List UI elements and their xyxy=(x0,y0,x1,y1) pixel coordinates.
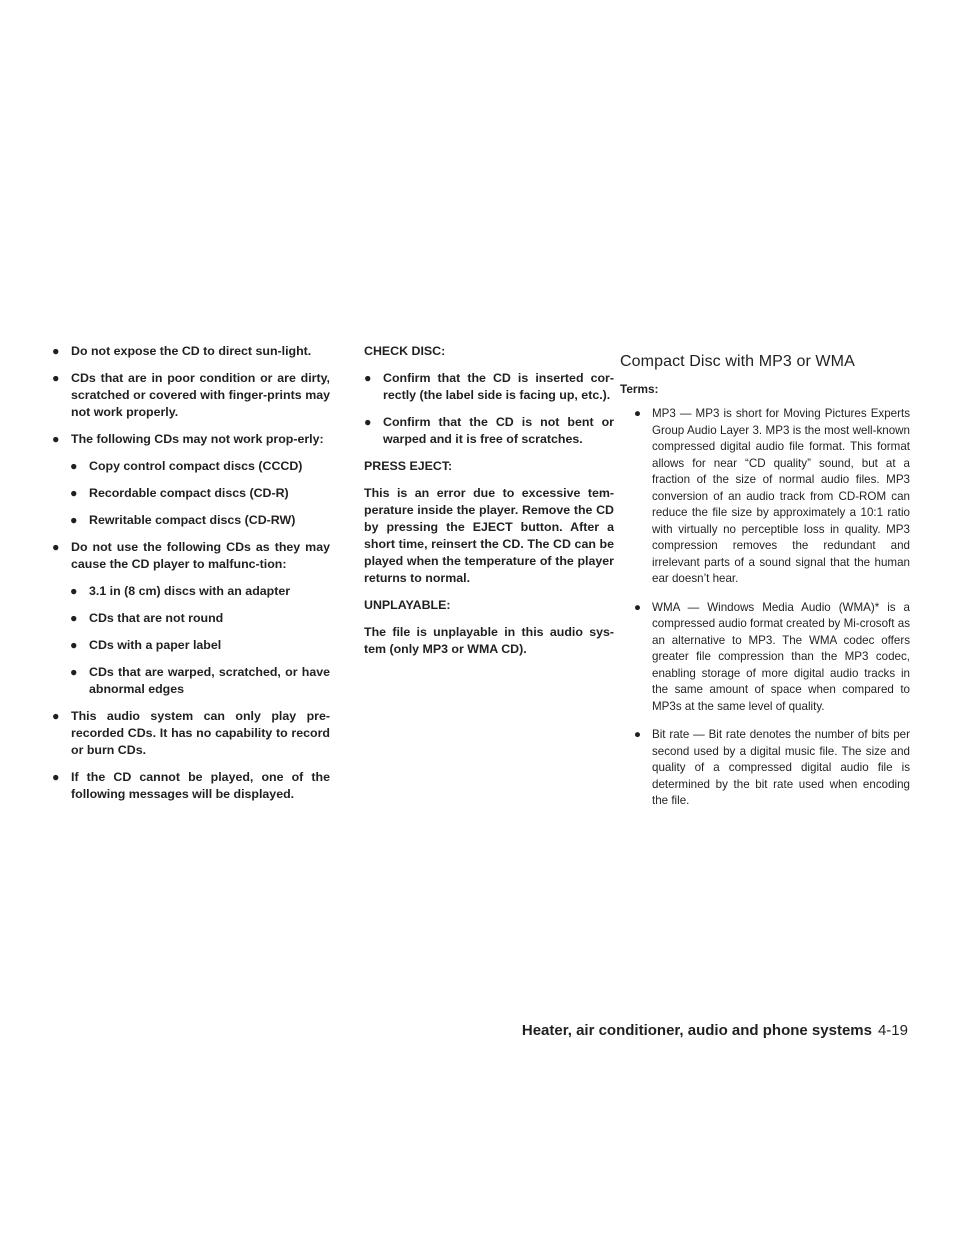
list-item: ● The following CDs may not work prop-erly: xyxy=(52,432,324,446)
page-number: 4-19 xyxy=(877,1022,908,1039)
unplayable-heading: UNPLAYABLE: xyxy=(364,598,451,612)
bullet-icon: ● xyxy=(70,584,78,598)
bullet-icon: ● xyxy=(364,371,372,385)
sub-list-item: ● Copy control compact discs (CCCD) xyxy=(70,459,303,473)
column-2 xyxy=(364,343,614,668)
list-item: ● WMA — Windows Media Audio (WMA)* is a compressed audio format created by Mi-crosoft as an alternative to MP3. The WMA codec offers greater file compression than the MP3 codec, enabling storage of more digital audio tracks in the same amount of space when compared to MP3s at the same level of quality. xyxy=(634,600,910,713)
bullet-icon: ● xyxy=(634,600,642,614)
column-1 xyxy=(52,343,330,813)
check-disc-heading: CHECK DISC: xyxy=(364,344,446,358)
list-item: ● MP3 — MP3 is short for Moving Pictures Experts Group Audio Layer 3. MP3 is the most well-known compressed digital audio file format. This format allows for near “CD quality” sound, but at a fraction of the size of normal audio files. MP3 conversion of an audio track from CD-ROM can reduce the file size by approximately a 10:1 ratio with virtually no perceptible loss in quality. MP3 compression removes the redundant and irrelevant parts of a sound signal that the human ear doesn’t hear. xyxy=(634,407,910,585)
list-item: ● CDs that are in poor condition or are dirty, scratched or covered with finger-prints may not work properly. xyxy=(52,371,330,419)
list-item: ● Confirm that the CD is inserted cor-rectly (the label side is facing up, etc.). xyxy=(364,371,614,402)
bullet-icon: ● xyxy=(52,709,60,723)
bullet-icon: ● xyxy=(52,432,60,446)
terms-label: Terms: xyxy=(620,382,659,396)
press-eject-text: This is an error due to excessive tem-perature inside the player. Remove the CD by pressing the EJECT button. After a short time, reinsert the CD. The CD can be played when the temperature of the player returns to normal. xyxy=(364,486,614,585)
column-3 xyxy=(620,340,910,822)
list-item: ● Do not use the following CDs as they may cause the CD player to malfunc-tion: xyxy=(52,540,330,571)
bullet-icon: ● xyxy=(70,486,78,500)
list-item: ● Bit rate — Bit rate denotes the number of bits per second used by a digital music file. The size and quality of a compressed digital audio file is determined by the bit rate used when encoding the file. xyxy=(634,728,910,807)
sub-list-item: ● CDs that are not round xyxy=(70,611,224,625)
bullet-icon: ● xyxy=(634,728,642,741)
bullet-icon: ● xyxy=(52,770,60,784)
sub-list-item: ● Rewritable compact discs (CD-RW) xyxy=(70,513,296,527)
bullet-icon: ● xyxy=(52,371,60,385)
page-footer xyxy=(522,1022,908,1040)
bullet-icon: ● xyxy=(634,407,642,420)
bullet-icon: ● xyxy=(70,665,78,679)
sub-list-item: ● CDs with a paper label xyxy=(70,638,222,652)
bullet-icon: ● xyxy=(70,459,78,473)
bullet-icon: ● xyxy=(52,344,60,358)
footer-section-title: Heater, air conditioner, audio and phone systems xyxy=(521,1022,872,1039)
bullet-icon: ● xyxy=(52,540,60,554)
bullet-icon: ● xyxy=(70,611,78,625)
press-eject-heading: PRESS EJECT: xyxy=(364,459,453,473)
list-item: ● If the CD cannot be played, one of the following messages will be displayed. xyxy=(52,770,330,801)
sub-list-item: ● CDs that are warped, scratched, or have abnormal edges xyxy=(70,665,330,696)
bullet-icon: ● xyxy=(70,638,78,652)
list-item: ● Do not expose the CD to direct sun-light. xyxy=(52,344,312,358)
sub-list-item: ● Recordable compact discs (CD-R) xyxy=(70,486,289,500)
section-title: Compact Disc with MP3 or WMA xyxy=(620,353,855,370)
bullet-icon: ● xyxy=(364,415,372,429)
sub-list-item: ● 3.1 in (8 cm) discs with an adapter xyxy=(70,584,291,598)
bullet-icon: ● xyxy=(70,513,78,527)
unplayable-text: The file is unplayable in this audio sys-tem (only MP3 or WMA CD). xyxy=(364,625,614,656)
list-item: ● Confirm that the CD is not bent or warped and it is free of scratches. xyxy=(364,415,614,446)
list-item: ● This audio system can only play pre-recorded CDs. It has no capability to record or burn CDs. xyxy=(52,709,330,757)
